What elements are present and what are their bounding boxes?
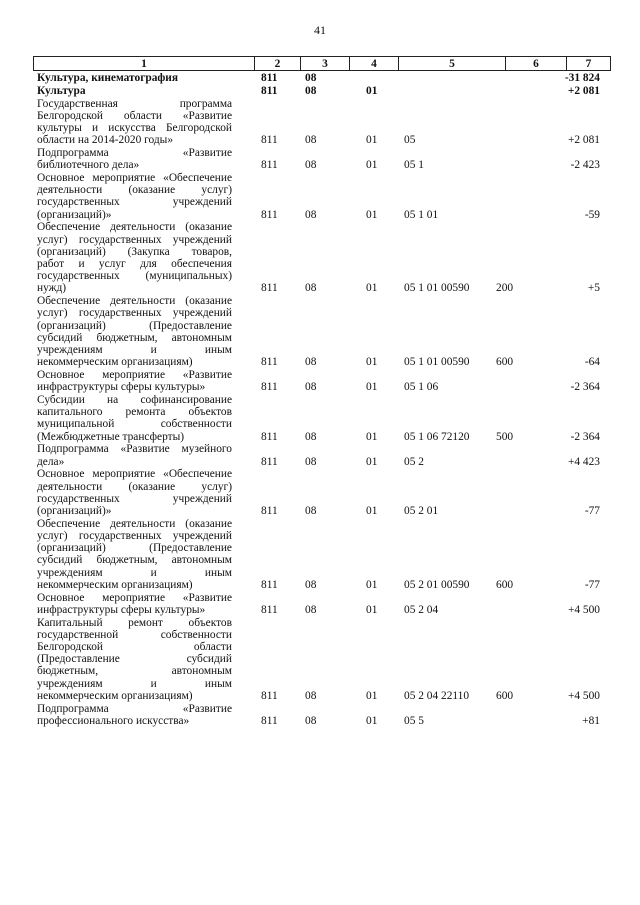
description-line: (Межбюджетные трансферты) xyxy=(37,430,185,443)
description-line: Обеспечение деятельности (оказание xyxy=(37,517,232,530)
description-line: государственной собственности xyxy=(37,628,232,641)
description-line: инфраструктуры сферы культуры» xyxy=(37,381,206,394)
table-row xyxy=(0,147,640,171)
description-line: Капитальный ремонт объектов xyxy=(37,616,232,629)
code-ministry: 811 xyxy=(261,84,278,97)
code-target: 05 2 04 xyxy=(404,603,439,616)
code-section: 08 xyxy=(305,504,317,517)
code-subsection: 01 xyxy=(366,504,378,517)
code-expense-type: 200 xyxy=(496,282,514,295)
code-subsection: 01 xyxy=(366,84,378,97)
table-row xyxy=(0,468,640,517)
code-section: 08 xyxy=(305,455,317,468)
code-subsection: 01 xyxy=(366,381,378,394)
description-line: (организаций) (Закупка товаров, xyxy=(37,245,232,258)
row-description xyxy=(37,295,232,368)
code-subsection: 01 xyxy=(366,134,378,147)
row-description xyxy=(37,592,232,616)
description-line: учреждениям и иным xyxy=(37,344,232,356)
description-line: учреждениям и иным xyxy=(37,677,232,690)
code-subsection: 01 xyxy=(366,282,378,295)
amount: -31 824 xyxy=(564,72,600,84)
description-line: Белгородской области xyxy=(37,641,232,653)
header-col-1: 1 xyxy=(33,56,255,71)
row-description xyxy=(37,617,232,702)
header-col-5: 5 xyxy=(398,56,506,71)
code-expense-type: 600 xyxy=(496,578,514,591)
description-line: Подпрограмма «Развитие xyxy=(37,147,232,159)
row-description xyxy=(37,394,232,443)
code-target: 05 2 01 xyxy=(404,504,439,517)
description-line: некоммерческим организациям) xyxy=(37,356,193,369)
description-line: Белгородской области «Развитие xyxy=(37,109,232,122)
row-description xyxy=(37,369,232,393)
description-line: бюджетным, автономным xyxy=(37,665,232,678)
description-line: (организаций) (Предоставление xyxy=(37,542,232,555)
code-subsection: 01 xyxy=(366,430,378,443)
page-number: 41 xyxy=(314,23,326,37)
description-line: учреждениям и иным xyxy=(37,566,232,579)
code-target: 05 1 xyxy=(404,159,424,172)
description-line: государственных (муниципальных) xyxy=(37,270,232,283)
description-line: (организаций)» xyxy=(37,208,112,221)
description-line: услуг) государственных учреждений xyxy=(37,307,232,320)
code-ministry: 811 xyxy=(261,381,278,394)
table-row xyxy=(0,592,640,616)
code-ministry: 811 xyxy=(261,714,278,727)
code-section: 08 xyxy=(305,282,317,295)
amount: +4 423 xyxy=(567,455,600,468)
amount: +5 xyxy=(587,282,600,295)
description-line: Основное мероприятие «Развитие xyxy=(37,591,232,604)
description-line: Культура, кинематография xyxy=(37,72,179,84)
description-line: муниципальной собственности xyxy=(37,418,232,431)
description-line: Подпрограмма «Развитие xyxy=(37,702,232,715)
code-subsection: 01 xyxy=(366,455,378,468)
description-line: культуры и искусства Белгородской xyxy=(37,122,232,134)
code-ministry: 811 xyxy=(261,356,278,369)
amount: -77 xyxy=(584,504,600,517)
code-ministry: 811 xyxy=(261,282,278,295)
description-line: библиотечного дела» xyxy=(37,159,140,172)
code-expense-type: 500 xyxy=(496,430,514,443)
description-line: Основное мероприятие «Обеспечение xyxy=(37,172,232,184)
description-line: Основное мероприятие «Обеспечение xyxy=(37,468,232,481)
code-subsection: 01 xyxy=(366,714,378,727)
code-ministry: 811 xyxy=(261,603,278,616)
code-ministry: 811 xyxy=(261,455,278,468)
code-ministry: 811 xyxy=(261,578,278,591)
description-line: Подпрограмма «Развитие музейного xyxy=(37,443,232,456)
table-row xyxy=(0,394,640,443)
code-target: 05 1 01 00590 xyxy=(404,282,470,295)
amount: -2 364 xyxy=(570,430,600,443)
code-section: 08 xyxy=(305,603,317,616)
description-line: некоммерческим организациям) xyxy=(37,578,193,591)
code-target: 05 2 04 22110 xyxy=(404,689,470,702)
row-description xyxy=(37,172,232,221)
code-section: 08 xyxy=(305,84,317,97)
table-row xyxy=(0,518,640,591)
code-subsection: 01 xyxy=(366,208,378,221)
code-section: 08 xyxy=(305,689,317,702)
code-target: 05 2 01 00590 xyxy=(404,578,470,591)
row-description xyxy=(37,221,232,294)
description-line: капитального ремонта объектов xyxy=(37,406,232,419)
row-description xyxy=(37,98,232,147)
description-line: работ и услуг для обеспечения xyxy=(37,258,232,270)
code-section: 08 xyxy=(305,381,317,394)
description-line: государственных учреждений xyxy=(37,196,232,209)
code-target: 05 2 xyxy=(404,455,424,468)
table-row xyxy=(0,369,640,393)
description-line: (организаций) (Предоставление xyxy=(37,319,232,332)
amount: +2 081 xyxy=(567,134,600,147)
code-ministry: 811 xyxy=(261,72,278,84)
code-target: 05 xyxy=(404,134,416,147)
description-line: дела» xyxy=(37,455,65,468)
table-row xyxy=(0,85,640,97)
table-header xyxy=(33,56,611,71)
code-subsection: 01 xyxy=(366,603,378,616)
description-line: деятельности (оказание услуг) xyxy=(37,184,232,197)
amount: -77 xyxy=(584,578,600,591)
code-target: 05 1 01 00590 xyxy=(404,356,470,369)
description-line: Культура xyxy=(37,84,86,97)
description-line: инфраструктуры сферы культуры» xyxy=(37,603,206,616)
description-line: Государственная программа xyxy=(37,97,232,110)
code-subsection: 01 xyxy=(366,689,378,702)
description-line: деятельности (оказание услуг) xyxy=(37,480,232,493)
code-ministry: 811 xyxy=(261,134,278,147)
amount: -2 423 xyxy=(570,159,600,172)
code-subsection: 01 xyxy=(366,159,378,172)
code-ministry: 811 xyxy=(261,504,278,517)
table-row xyxy=(0,703,640,727)
amount: -2 364 xyxy=(570,381,600,394)
row-description xyxy=(37,468,232,517)
header-col-4: 4 xyxy=(349,56,399,71)
amount: +81 xyxy=(582,714,600,727)
description-line: области на 2014-2020 годы» xyxy=(37,134,174,147)
header-col-6: 6 xyxy=(505,56,567,71)
amount: +2 081 xyxy=(567,84,600,97)
code-section: 08 xyxy=(305,134,317,147)
code-target: 05 5 xyxy=(404,714,424,727)
table-row xyxy=(0,443,640,467)
description-line: некоммерческим организациям) xyxy=(37,689,193,702)
table-row xyxy=(0,295,640,368)
description-line: Основное мероприятие «Развитие xyxy=(37,369,232,381)
code-section: 08 xyxy=(305,356,317,369)
description-line: Обеспечение деятельности (оказание xyxy=(37,221,232,234)
code-subsection: 01 xyxy=(366,578,378,591)
code-expense-type: 600 xyxy=(496,689,514,702)
table-row xyxy=(0,221,640,294)
description-line: нужд) xyxy=(37,282,67,295)
code-subsection: 01 xyxy=(366,356,378,369)
code-target: 05 1 01 xyxy=(404,208,439,221)
amount: -59 xyxy=(584,208,600,221)
code-ministry: 811 xyxy=(261,208,278,221)
row-description xyxy=(37,518,232,591)
header-col-3: 3 xyxy=(300,56,350,71)
table-row xyxy=(0,617,640,702)
row-description xyxy=(37,443,232,467)
row-description xyxy=(37,703,232,727)
code-ministry: 811 xyxy=(261,689,278,702)
amount: -64 xyxy=(584,356,600,369)
description-line: государственных учреждений xyxy=(37,492,232,505)
code-section: 08 xyxy=(305,208,317,221)
table-row xyxy=(0,98,640,147)
amount: +4 500 xyxy=(567,603,600,616)
code-ministry: 811 xyxy=(261,159,278,172)
table-row xyxy=(0,72,640,84)
description-line: профессионального искусства» xyxy=(37,714,190,727)
row-description xyxy=(37,147,232,171)
code-section: 08 xyxy=(305,714,317,727)
description-line: субсидий бюджетным, автономным xyxy=(37,554,232,567)
description-line: (Предоставление субсидий xyxy=(37,653,232,666)
code-section: 08 xyxy=(305,430,317,443)
description-line: (организаций)» xyxy=(37,505,112,517)
header-col-2: 2 xyxy=(254,56,301,71)
description-line: Субсидии на софинансирование xyxy=(37,394,232,406)
code-section: 08 xyxy=(305,72,317,84)
code-section: 08 xyxy=(305,159,317,172)
amount: +4 500 xyxy=(567,689,600,702)
code-ministry: 811 xyxy=(261,430,278,443)
description-line: субсидий бюджетным, автономным xyxy=(37,331,232,344)
code-expense-type: 600 xyxy=(496,356,514,369)
description-line: услуг) государственных учреждений xyxy=(37,233,232,246)
row-description xyxy=(37,72,232,84)
row-description xyxy=(37,85,232,97)
description-line: Обеспечение деятельности (оказание xyxy=(37,295,232,308)
description-line: услуг) государственных учреждений xyxy=(37,530,232,542)
code-target: 05 1 06 72120 xyxy=(404,430,470,443)
code-section: 08 xyxy=(305,578,317,591)
code-target: 05 1 06 xyxy=(404,381,439,394)
table-row xyxy=(0,172,640,221)
header-col-7: 7 xyxy=(566,56,611,71)
